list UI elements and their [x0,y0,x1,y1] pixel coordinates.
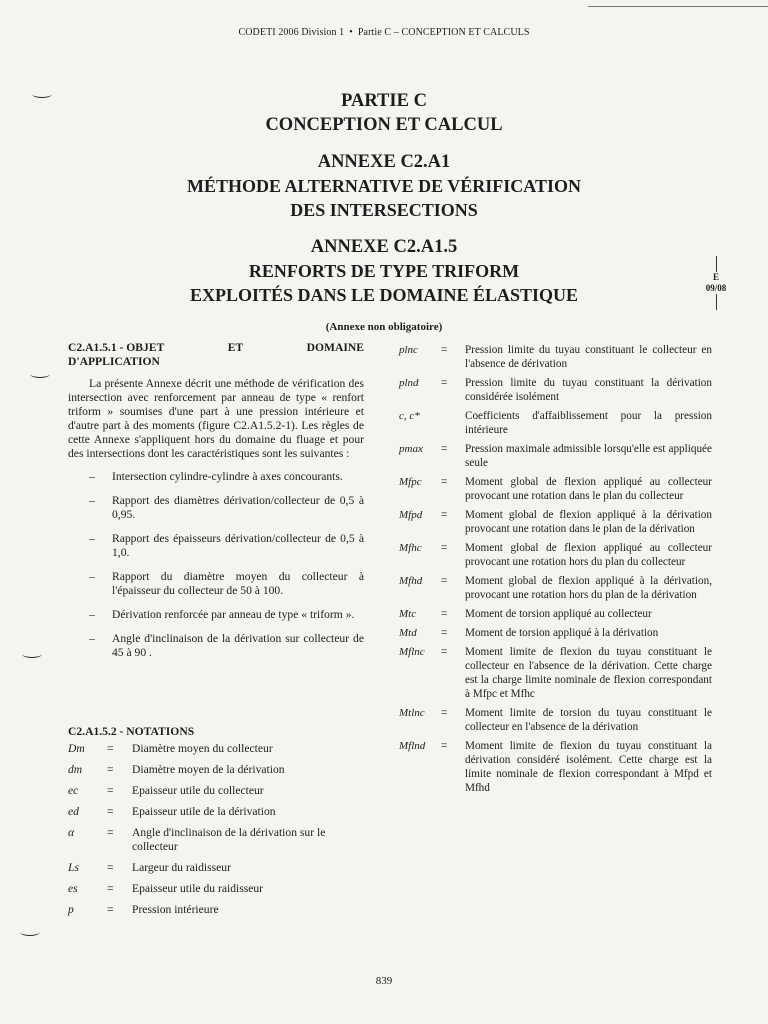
equals-sign: = [107,763,114,776]
list-item [68,532,364,560]
notation-row [68,784,364,798]
notation-definition: Epaisseur utile du raidisseur [132,882,264,895]
equals-sign: = [107,826,114,839]
notation-definition: Diamètre moyen de la dérivation [132,763,285,776]
list-item-text: Rapport des diamètres dérivation/collecteur de 0,5 à 0,95. [112,494,364,521]
top-rule [588,6,768,7]
binder-hole-mark [22,650,42,658]
notation-row [399,626,712,640]
list-item [68,494,364,522]
section-title-part: ET [227,341,244,354]
notation-symbol: Mflnd [399,740,426,752]
notation-row [399,607,712,621]
notation-row [399,574,712,602]
notation-row [399,645,712,701]
notation-symbol: plnc [399,344,418,356]
annex-line1: MÉTHODE ALTERNATIVE DE VÉRIFICATION [187,176,581,196]
equals-sign: = [441,443,448,455]
notation-symbol: Mtc [399,608,417,620]
equals-sign: = [107,882,114,895]
notation-symbol: ed [68,805,79,818]
notation-definition: Angle d'inclinaison de la dérivation sur le collecteur [132,826,326,853]
notation-symbol: Mfpc [399,476,422,488]
list-dash: – [89,608,95,621]
notation-definition: Epaisseur utile de la dérivation [132,805,276,818]
notation-definition: Diamètre moyen du collecteur [132,742,273,755]
notation-definition: Moment global de flexion appliqué au collecteur provocant une rotation dans le plan du collecteur [465,476,712,502]
notation-row [68,903,364,917]
notation-row [399,442,712,470]
notations-continued [399,343,712,800]
notation-row [399,343,712,371]
notation-definition: Pression limite du tuyau constituant la dérivation considérée isolément [465,377,712,403]
revision-bar [716,256,717,272]
equals-sign: = [441,646,448,658]
notation-definition: Moment de torsion appliqué à la dérivation [465,627,659,639]
notation-row [399,739,712,795]
revision-marker [701,256,731,310]
revision-bar [716,294,717,310]
equals-sign: = [441,608,448,620]
notation-symbol: c, c* [399,410,420,422]
header-code: CODETI 2006 Division 1 [238,27,345,38]
notation-definition: Pression intérieure [132,903,219,916]
notation-definition: Moment global de flexion appliqué à la dérivation provocant une rotation dans le plan de la dérivation [465,509,712,535]
equals-sign: = [107,805,114,818]
equals-sign: = [441,627,448,639]
header-separator: • [349,27,353,38]
section-title-part: C2.A1.5.1 - OBJET [68,341,165,354]
notations-list [68,742,364,924]
list-item-text: Rapport des épaisseurs dérivation/collecteur de 0,5 à 1,0. [112,532,364,559]
notation-definition: Coefficients d'affaiblissement pour la pression intérieure [465,410,712,436]
notation-symbol: Mtd [399,627,417,639]
notation-definition: Epaisseur utile du collecteur [132,784,264,797]
equals-sign: = [107,742,114,755]
annex-optional-note: (Annexe non obligatoire) [325,321,443,333]
notation-row [399,475,712,503]
binder-hole-mark [30,370,50,378]
list-item [68,608,364,622]
equals-sign: = [441,740,448,752]
annex-title: ANNEXE C2.A1 [317,152,451,172]
equals-sign: = [107,861,114,874]
revision-date: 09/08 [705,283,727,293]
list-item [68,632,364,660]
sub-annex-line1: RENFORTS DE TYPE TRIFORM [248,261,520,281]
equals-sign: = [441,509,448,521]
revision-letter: E [712,272,719,282]
notation-symbol: plnd [399,377,419,389]
notation-row [68,826,364,854]
notation-symbol: Mflnc [399,646,425,658]
notation-definition: Moment limite de torsion du tuyau constituant le collecteur en l'absence de la dérivation [465,707,712,733]
annex-line2: DES INTERSECTIONS [290,200,478,220]
notation-row [68,742,364,756]
notation-row [399,409,712,437]
list-item-text: Intersection cylindre-cylindre à axes concourants. [112,470,343,483]
equals-sign: = [441,707,448,719]
equals-sign: = [441,542,448,554]
list-dash: – [89,532,95,545]
notation-symbol: Mtlnc [399,707,425,719]
notation-symbol: p [68,903,74,916]
section-title-continued: D'APPLICATION [68,355,160,368]
notation-row [399,508,712,536]
part-title: PARTIE C [341,91,427,111]
equals-sign: = [107,784,114,797]
notation-definition: Moment de torsion appliqué au collecteur [465,608,652,620]
equals-sign [441,409,465,437]
notation-symbol: Mfhc [399,542,422,554]
notation-symbol: α [68,826,75,839]
sub-annex-title: ANNEXE C2.A1.5 [310,237,458,257]
list-dash: – [89,570,95,583]
sub-annex-line2: EXPLOITÉS DANS LE DOMAINE ÉLASTIQUE [189,285,579,305]
notation-definition: Moment limite de flexion du tuyau constituant la dérivation considéré isolément. Cette charge est la limite nominale de flexion correspondant à Mfpd et Mfhd [465,740,712,794]
notation-symbol: Mfhd [399,575,423,587]
notation-row [68,805,364,819]
notation-symbol: ec [68,784,79,797]
list-item-text: Angle d'inclinaison de la dérivation sur collecteur de 45 à 90 . [112,632,364,659]
notation-symbol: Ls [68,861,79,874]
notation-definition: Moment global de flexion appliqué au collecteur provocant une rotation hors du plan du collecteur [465,542,712,568]
notation-symbol: Mfpd [399,509,423,521]
notation-row [399,541,712,569]
notations-title: C2.A1.5.2 - NOTATIONS [68,725,195,738]
notation-symbol: dm [68,763,83,776]
list-item-text: Rapport du diamètre moyen du collecteur à l'épaisseur du collecteur de 50 à 100. [112,570,364,597]
notation-definition: Moment limite de flexion du tuyau constituant le collecteur en l'absence de la dérivation. Cette charge est la charge limite nominale de flexion correspondant à Mfpc et Mfhc [465,646,712,700]
section-title-part: DOMAINE [306,341,364,354]
equals-sign: = [107,903,114,916]
binder-hole-mark [20,928,40,936]
section-title [68,341,364,355]
header-part: Partie C – CONCEPTION ET CALCULS [357,27,530,38]
list-dash: – [89,470,95,483]
notation-row [399,376,712,404]
intro-paragraph: La présente Annexe décrit une méthode de vérification des intersection avec renforcement par anneau de type « renfort triform » soumises d'une part à une pression intérieure et d'autre part à des moments (figure C2.A1.5.2-1). Les règles de cette Annexe s'appliquent hors du domaine du fluage et pour des intersections dont les caractéristiques sont les suivantes : [68,377,364,460]
equals-sign: = [441,476,448,488]
notation-symbol: Dm [68,742,85,755]
part-subtitle: CONCEPTION ET CALCUL [265,115,503,135]
notation-symbol: es [68,882,78,895]
list-dash: – [89,632,95,645]
notation-symbol: pmax [399,443,423,455]
notation-row [68,763,364,777]
conditions-list [68,470,364,660]
list-item [68,470,364,484]
running-header [0,27,768,38]
notation-definition: Moment global de flexion appliqué à la dérivation, provocant une rotation hors du plan de la dérivation [465,575,712,601]
list-dash: – [89,494,95,507]
page-number: 839 [375,975,393,987]
list-item [68,570,364,598]
section-objet [68,341,364,670]
notation-definition: Pression limite du tuyau constituant le collecteur en l'absence de dérivation [465,344,712,370]
equals-sign: = [441,575,448,587]
notation-row [68,861,364,875]
list-item-text: Dérivation renforcée par anneau de type « triform ». [112,608,355,621]
notation-definition: Largeur du raidisseur [132,861,231,874]
equals-sign: = [441,344,448,356]
notation-row [399,706,712,734]
equals-sign: = [441,377,448,389]
notation-definition: Pression maximale admissible lorsqu'elle est appliquée seule [465,443,712,469]
notation-row [68,882,364,896]
